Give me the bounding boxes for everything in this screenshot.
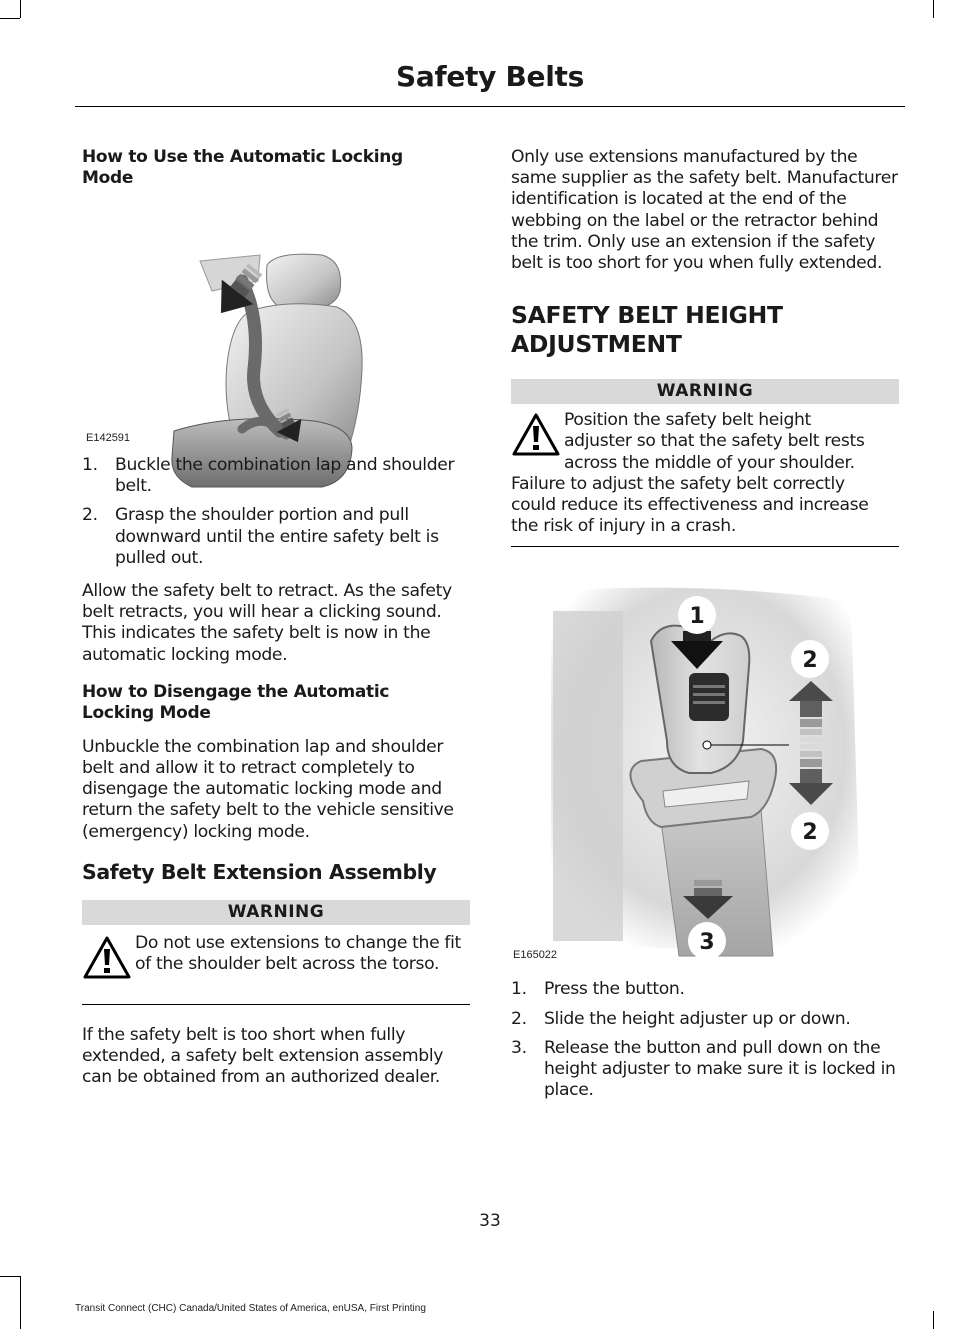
locking-steps — [82, 455, 470, 569]
heading-line: ADJUSTMENT — [511, 330, 682, 359]
callout-2-down: 2 — [802, 820, 818, 846]
paragraph-extension-supplier: Only use extensions manufactured by the same supplier as the safety belt. Manufacturer identification is located at the end of the webbing on the label or the retractor behind the trim. Only use an extension if the safety belt is too short for you when fully extended. — [511, 147, 898, 274]
warning-label-bar: WARNING — [511, 379, 899, 404]
print-footer: Transit Connect (CHC) Canada/United States of America, enUSA, First Printing — [75, 1303, 426, 1314]
warning-text-line: across the middle of your shoulder. — [564, 452, 855, 473]
warning-text-line: Failure to adjust the safety belt correctly — [511, 473, 845, 494]
step-number: 1. — [82, 455, 98, 475]
crop-mark — [20, 1276, 21, 1329]
height-adjust-steps — [511, 979, 899, 1101]
step-text: Buckle the combination lap and shoulder belt. — [115, 455, 455, 497]
crop-mark — [933, 0, 934, 18]
callout-2-up: 2 — [802, 648, 818, 674]
page-title: Safety Belts — [396, 60, 584, 93]
crop-mark — [0, 1276, 20, 1277]
list-item — [511, 979, 899, 1000]
list-item — [82, 505, 470, 569]
height-adjuster-illustration — [511, 581, 899, 961]
warning-text: Do not use extensions to change the fit of the shoulder belt across the torso. — [135, 932, 461, 975]
figure-code: E165022 — [513, 949, 558, 962]
paragraph-disengage: Unbuckle the combination lap and shoulder belt and allow it to retract completely to disengage the automatic locking mode and return the safety belt to the vehicle sensitive (emergency) locking mode. — [82, 736, 454, 842]
step-text: Slide the height adjuster up or down. — [544, 1008, 851, 1029]
callout-1: 1 — [689, 604, 705, 630]
right-column — [511, 147, 899, 1109]
paragraph-extension: If the safety belt is too short when fully extended, a safety belt extension assembly can be obtained from an authorized dealer. — [82, 1024, 444, 1088]
list-item — [511, 1009, 899, 1030]
figure-code: E142591 — [86, 432, 131, 444]
warning-box — [82, 933, 470, 1004]
warning-text-line: could reduce its effectiveness and increase — [511, 495, 869, 516]
left-column — [82, 147, 470, 1088]
warning-box — [511, 410, 899, 537]
warning-triangle-icon — [82, 935, 132, 981]
heading-automatic-locking: How to Use the Automatic Locking Mode — [82, 147, 403, 188]
warning-triangle-icon — [511, 412, 561, 458]
step-text: Grasp the shoulder portion and pull downward until the entire safety belt is pulled out. — [115, 505, 439, 568]
heading-extension-assembly: Safety Belt Extension Assembly — [82, 859, 437, 884]
crop-mark — [20, 0, 21, 18]
step-number: 2. — [511, 1008, 527, 1029]
warning-text-line: Position the safety belt height — [564, 410, 811, 431]
crop-mark — [0, 18, 20, 19]
callout-3: 3 — [699, 930, 715, 956]
heading-height-adjustment — [511, 301, 899, 359]
warning-text-line: the risk of injury in a crash. — [511, 516, 736, 537]
heading-disengage: How to Disengage the Automatic Locking Mode — [82, 681, 390, 723]
step-number: 2. — [82, 505, 98, 526]
step-number: 3. — [511, 1037, 527, 1058]
heading-line: SAFETY BELT HEIGHT — [511, 301, 783, 330]
title-divider — [75, 106, 905, 107]
list-item — [511, 1038, 899, 1102]
warning-text-line: adjuster so that the safety belt rests — [564, 431, 865, 452]
height-adjuster-figure — [511, 581, 899, 994]
step-text: Release the button and pull down on the height adjuster to make sure it is locked in place. — [544, 1037, 896, 1101]
page-number: 33 — [479, 1211, 501, 1231]
step-number: 1. — [511, 979, 527, 1000]
seat-illustration — [82, 199, 470, 489]
warning-text — [511, 410, 899, 537]
list-item — [82, 455, 470, 497]
warning-label-bar: WARNING — [82, 900, 470, 925]
warning-divider — [511, 546, 899, 547]
warning-divider — [82, 1004, 470, 1005]
step-text: Press the button. — [544, 979, 685, 1000]
paragraph-retract: Allow the safety belt to retract. As the safety belt retracts, you will hear a clicking sound. This indicates the safety belt is now in the automatic locking mode. — [82, 581, 452, 665]
crop-mark — [933, 1311, 934, 1329]
